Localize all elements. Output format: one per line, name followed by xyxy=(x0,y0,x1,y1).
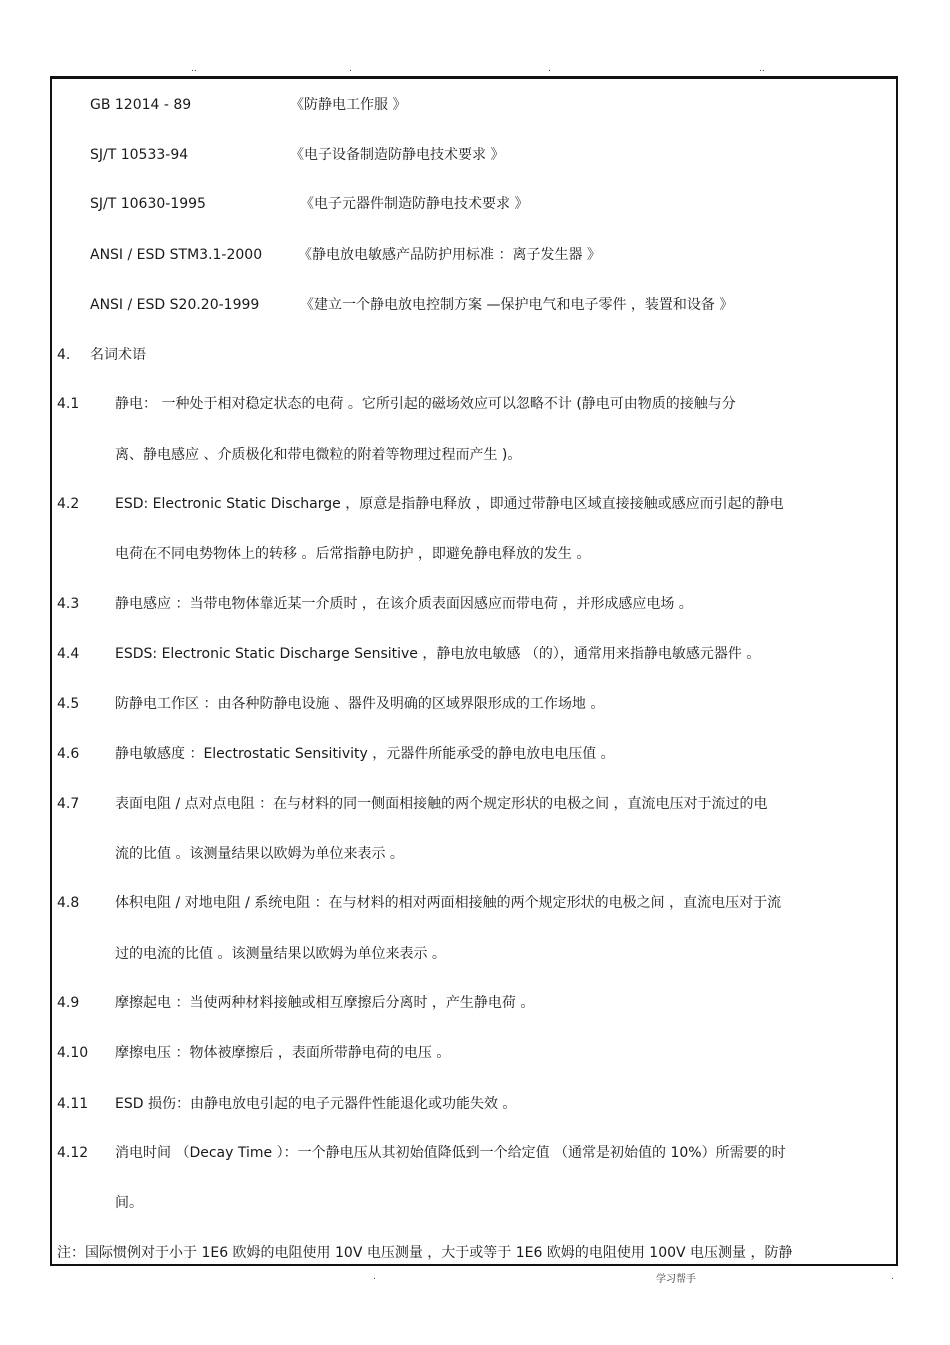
term-text: 过的电流的比值 。该测量结果以欧姆为单位来表示 。 xyxy=(115,946,446,962)
standard-code: SJ/T 10630-1995 xyxy=(90,196,206,212)
standard-code: ANSI / ESD STM3.1-2000 xyxy=(90,247,263,263)
term-text: 摩擦电压 ：物体被摩擦后 ，表面所带静电荷的电压 。 xyxy=(115,1045,451,1061)
term-number: 4.4 xyxy=(57,646,80,662)
term-text: 体积电阻 / 对地电阻 / 系统电阻 ：在与材料的相对两面相接触的两个规定形状的电极之间 ，直流电压对于流 xyxy=(115,895,782,911)
term-text: ESD 损伤：由静电放电引起的电子元器件性能退化或功能失效 。 xyxy=(115,1096,517,1112)
term-text: ESD: Electronic Static Discharge ，原意是指静电释放 ，即通过带静电区域直接接触或感应而引起的静电 xyxy=(115,496,784,512)
standard-code: ANSI / ESD S20.20-1999 xyxy=(90,297,260,313)
term-number: 4.2 xyxy=(57,496,80,512)
standard-title: 《电子元器件制造防静电技术要求 》 xyxy=(300,196,529,212)
term-number: 4.7 xyxy=(57,796,80,812)
note-text: 注：国际惯例对于小于 1E6 欧姆的电阻使用 10V 电压测量 ，大于或等于 1E6 欧姆的电阻使用 100V 电压测量 ，防静 xyxy=(57,1245,793,1261)
term-text: 表面电阻 / 点对点电阻 ：在与材料的同一侧面相接触的两个规定形状的电极之间 ，直流电压对于流过的电 xyxy=(115,796,768,812)
header-mark: .. xyxy=(759,64,765,74)
term-number: 4.3 xyxy=(57,596,80,612)
term-number: 4.12 xyxy=(57,1145,89,1161)
term-number: 4.10 xyxy=(57,1045,89,1061)
term-text: ESDS: Electronic Static Discharge Sensitive ，静电放电敏感 （的），通常用来指静电敏感元器件 。 xyxy=(115,646,761,662)
term-text: 离、静电感应 、介质极化和带电微粒的附着等物理过程而产生 )。 xyxy=(115,447,522,463)
standard-title: 《防静电工作服 》 xyxy=(290,97,407,113)
term-text: 间。 xyxy=(115,1195,143,1211)
standard-title: 《电子设备制造防静电技术要求 》 xyxy=(290,147,505,163)
term-number: 4.6 xyxy=(57,746,80,762)
term-text: 静电敏感度 ：Electrostatic Sensitivity ，元器件所能承受的静电放电电压值 。 xyxy=(115,746,615,762)
term-number: 4.5 xyxy=(57,696,80,712)
term-text: 防静电工作区 ：由各种防静电设施 、器件及明确的区域界限形成的工作场地 。 xyxy=(115,696,605,712)
term-text: 静电感应 ：当带电物体靠近某一介质时 ，在该介质表面因感应而带电荷 ，并形成感应电场 。 xyxy=(115,596,693,612)
term-number: 4.9 xyxy=(57,995,80,1011)
header-mark: . xyxy=(548,64,551,74)
term-text: 电荷在不同电势物体上的转移 。后常指静电防护 ，即避免静电释放的发生 。 xyxy=(115,546,591,562)
footer-mark: . xyxy=(373,1272,376,1282)
footer-label: 学习帮手 xyxy=(656,1274,696,1285)
term-number: 4.8 xyxy=(57,895,80,911)
header-mark: .. xyxy=(191,64,197,74)
standard-code: GB 12014 - 89 xyxy=(90,97,192,113)
term-number: 4.11 xyxy=(57,1096,89,1112)
section-number: 4. xyxy=(57,347,71,363)
section-title: 名词术语 xyxy=(90,347,146,363)
header-mark: . xyxy=(349,64,352,74)
term-text: 摩擦起电 ：当使两种材料接触或相互摩擦后分离时 ，产生静电荷 。 xyxy=(115,995,535,1011)
standard-title: 《建立一个静电放电控制方案 —保护电气和电子零件 ，装置和设备 》 xyxy=(300,297,734,313)
term-text: 消电时间 （Decay Time ）：一个静电压从其初始值降低到一个给定值 （通常是初始值的 10%）所需要的时 xyxy=(115,1145,786,1161)
standard-code: SJ/T 10533-94 xyxy=(90,147,189,163)
footer-mark: . xyxy=(891,1272,894,1282)
term-text: 静电： 一种处于相对稳定状态的电荷 。它所引起的磁场效应可以忽略不计 (静电可由物质的接触与分 xyxy=(115,396,736,412)
term-text: 流的比值 。该测量结果以欧姆为单位来表示 。 xyxy=(115,846,404,862)
standard-title: 《静电放电敏感产品防护用标准 ：离子发生器 》 xyxy=(298,247,601,263)
term-number: 4.1 xyxy=(57,396,80,412)
